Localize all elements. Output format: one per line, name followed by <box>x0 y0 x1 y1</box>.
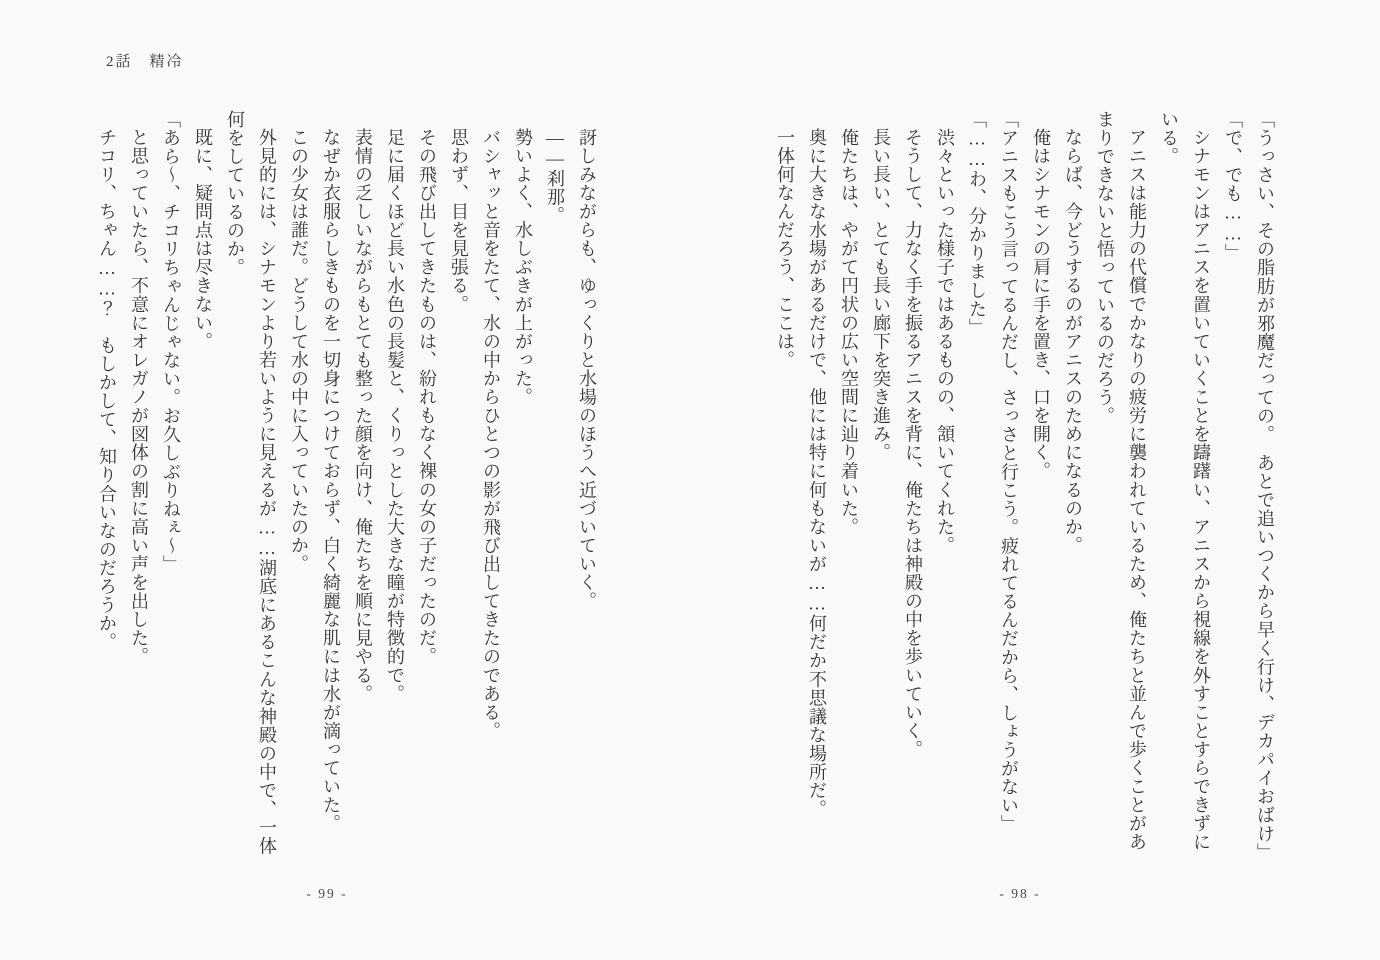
page-right-text <box>769 110 1281 862</box>
paragraph: なぜか衣服らしきものを一切身につけておらず、白く綺麗な肌には水が滴っていた。 <box>321 128 341 833</box>
paragraph: 「アニスもこう言ってるんだし、さっさと行こう。疲れてるんだから、しょうがない」 <box>999 110 1019 834</box>
paragraph: 俺はシナモンの肩に手を置き、口を開く。 <box>1031 128 1051 481</box>
paragraph: ――刹那。 <box>545 128 565 225</box>
page-left-text <box>91 110 603 858</box>
paragraph: 外見的には、シナモンより若いように見えるが……湖底にあるこんな神殿の中で、一体何をしているのか。 <box>225 110 277 856</box>
page-number-right: - 98 - <box>999 886 1041 901</box>
paragraph: 表情の乏しいながらもとても整った顔を向け、俺たちを順に見やる。 <box>353 128 373 704</box>
paragraph: 足に届くほど長い水色の長髪と、くりっとした大きな瞳が特徴的で。 <box>385 128 405 704</box>
paragraph: 渋々といった様子ではあるものの、頷いてくれた。 <box>935 128 955 555</box>
paragraph: アニスは能力の代償でかなりの疲労に襲われているため、俺たちと並んで歩くことがあまりできないと悟っているのだろう。 <box>1095 110 1147 852</box>
paragraph: 思わず、目を見張る。 <box>449 128 469 314</box>
paragraph: 既に、疑問点は尽きない。 <box>193 128 213 351</box>
page-number-left: - 99 - <box>306 886 348 901</box>
paragraph: 長い長い、とても長い廊下を突き進み。 <box>871 128 891 462</box>
chapter-header: 2話 精冷 <box>106 54 184 70</box>
paragraph: 俺たちは、やがて円状の広い空間に辿り着いた。 <box>839 128 859 537</box>
paragraph: 「あら～、チコリちゃんじゃない。お久しぶりねぇ～」 <box>161 110 181 574</box>
paragraph: シナモンはアニスを置いていくことを躊躇い、アニスから視線を外すことすらできずにいる。 <box>1159 110 1211 852</box>
paragraph: 「……わ、分かりました」 <box>967 110 987 337</box>
paragraph: バシャッと音をたて、水の中からひとつの影が飛び出してきたのである。 <box>481 128 501 741</box>
paragraph: ならば、今どうするのがアニスのためになるのか。 <box>1063 128 1083 555</box>
paragraph: その飛び出してきたものは、紛れもなく裸の女の子だったのだ。 <box>417 128 437 666</box>
paragraph: 「うっさい、その脂肪が邪魔だっての。 あとで追いつくから早く行け、デカパイおばけ」 <box>1255 110 1275 862</box>
paragraph: 一体何なんだろう、ここは。 <box>775 128 795 370</box>
paragraph: そうして、力なく手を振るアニスを背に、俺たちは神殿の中を歩いていく。 <box>903 128 923 759</box>
paragraph: 「で、でも……」 <box>1223 110 1243 263</box>
paragraph: 勢いよく、水しぶきが上がった。 <box>513 128 533 407</box>
paragraph: 奥に大きな水場があるだけで、他には特に何もないが……何だか不思議な場所だ。 <box>807 128 827 819</box>
paragraph: 訝しみながらも、ゆっくりと水場のほうへ近づいていく。 <box>577 128 597 611</box>
paragraph: この少女は誰だ。どうして水の中に入っていたのか。 <box>289 128 309 574</box>
paragraph: と思っていたら、不意にオレガノが図体の割に高い声を出した。 <box>129 128 149 666</box>
paragraph: チコリ、ちゃん……？ もしかして、知り合いなのだろうか。 <box>97 128 117 652</box>
